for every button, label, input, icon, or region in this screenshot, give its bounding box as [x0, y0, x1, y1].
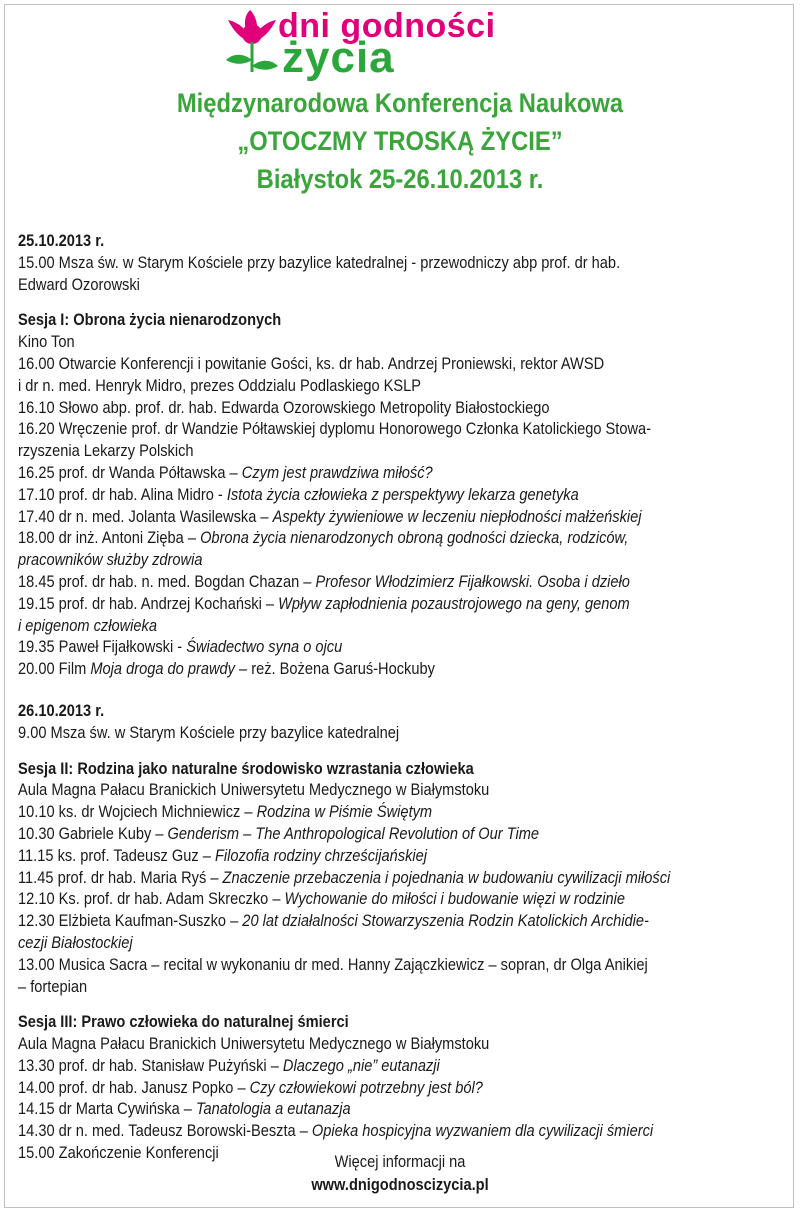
program-item-text: 14.00 prof. dr hab. Janusz Popko –	[18, 1077, 250, 1097]
schedule-text: 15.00 Msza św. w Starym Kościele przy bazylice katedralnej - przewodniczy abp prof. dr hab.	[18, 252, 621, 272]
day-date: 26.10.2013 r.	[18, 700, 105, 720]
program-item-title: Obrona życia nienarodzonych obroną godności dziecka, rodziców,	[200, 528, 629, 548]
program-item	[18, 658, 680, 680]
program-item-title: 20 lat działalności Stowarzyszenia Rodzin Katolickich Archidie-	[242, 911, 649, 931]
conference-title: Międzynarodowa Konferencja Naukowa	[176, 88, 624, 118]
program-item	[18, 571, 680, 593]
schedule-text: Edward Ozorowski	[18, 274, 140, 294]
program-item-title: Wychowanie do miłości i budowanie więzi w rodzinie	[284, 889, 626, 909]
program-item-text: 16.10 Słowo abp. prof. dr. hab. Edwarda Ozorowskiego Metropolity Białostockiego	[18, 397, 550, 417]
program-item-text: 19.35 Paweł Fijałkowski -	[18, 637, 187, 657]
program-item-text: 14.15 dr Marta Cywińska –	[18, 1099, 196, 1119]
program-item	[18, 353, 680, 375]
footer-info-text: Więcej informacji na	[334, 1152, 466, 1171]
program-item-text: – fortepian	[18, 976, 88, 996]
program-item	[18, 845, 680, 867]
program-item-text: 14.30 dr n. med. Tadeusz Borowski-Beszta –	[18, 1121, 312, 1141]
program-item-text: 20.00 Film	[18, 659, 91, 679]
program-item	[18, 397, 680, 419]
program-item-title: i epigenom człowieka	[18, 615, 157, 635]
program-item-text: 16.00 Otwarcie Konferencji i powitanie Gości, ks. dr hab. Andrzej Proniewski, rektor AWSD	[18, 353, 605, 373]
program-item-title: Genderism – The Anthropological Revolution of Our Time	[167, 823, 540, 843]
session-title: Sesja II: Rodzina jako naturalne środowisko wzrastania człowieka	[18, 758, 474, 778]
schedule-line	[18, 252, 680, 274]
program-item-text: 17.10 prof. dr hab. Alina Midro -	[18, 484, 227, 504]
program-item	[18, 954, 680, 976]
program-item-text: – reż. Bożena Garuś-Hockuby	[234, 659, 435, 679]
footer-website-link[interactable]: www.dnigodnoscizycia.pl	[311, 1175, 489, 1194]
day-date: 25.10.2013 r.	[18, 231, 105, 250]
spacer	[18, 680, 788, 700]
program-item	[18, 375, 680, 397]
program-item-title: Opieka hospicyjna wyzwaniem dla cywilizacji śmierci	[311, 1121, 654, 1141]
session-venue: Aula Magna Pałacu Branickich Uniwersytetu Medycznego w Białymstoku	[18, 780, 490, 800]
conference-heading	[0, 84, 800, 198]
program-item-title: Aspekty żywieniowe w leczeniu niepłodności małżeńskiej	[272, 506, 642, 526]
program-item-title: cezji Białostockiej	[18, 932, 133, 952]
session-venue: Aula Magna Pałacu Branickich Uniwersytetu Medycznego w Białymstoku	[18, 1034, 490, 1054]
program-item-text: 12.30 Elżbieta Kaufman-Suszko –	[18, 911, 243, 931]
program-item	[18, 1120, 680, 1142]
session-title: Sesja III: Prawo człowieka do naturalnej śmierci	[18, 1012, 349, 1032]
program-item-text: 17.40 dr n. med. Jolanta Wasilewska –	[18, 506, 273, 526]
program-item-title: Tanatologia a eutanazja	[195, 1099, 351, 1119]
program-item-text: 15.00 Zakończenie Konferencji	[18, 1143, 219, 1163]
schedule-line	[18, 722, 680, 744]
program-item-text: 16.20 Wręczenie prof. dr Wandzie Półtawskiej dyplomu Honorowego Członka Katolickiego Stowa-	[18, 419, 652, 439]
program-item	[18, 1055, 680, 1077]
session-venue: Kino Ton	[18, 332, 75, 352]
program-item	[18, 593, 680, 615]
program-item	[18, 636, 680, 658]
program-item-text: 13.00 Musica Sacra – recital w wykonaniu dr med. Hanny Zajączkiewicz – sopran, dr Olga Anikiej	[18, 954, 648, 974]
session-title: Sesja I: Obrona życia nienarodzonych	[18, 310, 282, 330]
program-item	[18, 932, 680, 954]
program-item	[18, 910, 680, 932]
program-item-title: Profesor Włodzimierz Fijałkowski. Osoba i dzieło	[315, 571, 630, 591]
program-item	[18, 976, 680, 998]
program-item-text: 10.10 ks. dr Wojciech Michniewicz –	[18, 802, 257, 822]
spacer	[18, 997, 788, 1011]
schedule-text: 9.00 Msza św. w Starym Kościele przy bazylice katedralnej	[18, 722, 400, 742]
program-item-title: pracowników służby zdrowia	[18, 550, 203, 570]
program-item	[18, 440, 680, 462]
program-item	[18, 801, 680, 823]
program-item	[18, 1098, 680, 1120]
program-item	[18, 506, 680, 528]
program-item-text: 18.45 prof. dr hab. n. med. Bogdan Chazan –	[18, 571, 316, 591]
program-item-text: 18.00 dr inż. Antoni Zięba –	[18, 528, 201, 548]
program-item-title: Świadectwo syna o ojcu	[186, 637, 343, 657]
program-item-title: Istota życia człowieka z perspektywy lekarza genetyka	[226, 484, 579, 504]
conference-place-date: Białystok 25-26.10.2013 r.	[256, 164, 544, 194]
schedule-line	[18, 274, 680, 296]
program-item-title: Czy człowiekowi potrzebny jest ból?	[249, 1077, 483, 1097]
program-item-text: 19.15 prof. dr hab. Andrzej Kochański –	[18, 593, 279, 613]
program-item-text: rzyszenia Lekarzy Polskich	[18, 441, 194, 461]
program-item	[18, 1077, 680, 1099]
program-item	[18, 867, 680, 889]
logo-text-top: dni godności	[278, 7, 496, 45]
program-item-title: Filozofia rodziny chrześcijańskiej	[214, 845, 428, 865]
flower-logo-icon	[220, 8, 284, 76]
program-item	[18, 549, 680, 571]
program-item	[18, 484, 680, 506]
program-item-title: Rodzina w Piśmie Świętym	[256, 802, 433, 822]
program-item	[18, 418, 680, 440]
program-item-text: 13.30 prof. dr hab. Stanisław Pużyński –	[18, 1055, 283, 1075]
program-item-text: i dr n. med. Henryk Midro, prezes Oddzialu Podlaskiego KSLP	[18, 375, 422, 395]
program-item	[18, 823, 680, 845]
program-item-text: 16.25 prof. dr Wanda Półtawska –	[18, 462, 242, 482]
program-item-text: 11.45 prof. dr hab. Maria Ryś –	[18, 867, 223, 887]
logo-text-bottom: życia	[282, 33, 395, 82]
program	[18, 230, 788, 1164]
program-item-title: Moja droga do prawdy	[90, 659, 235, 679]
program-item	[18, 462, 680, 484]
program-item-title: Wpływ zapłodnienia pozaustrojowego na geny, genom	[278, 593, 630, 613]
program-item-text: 11.15 ks. prof. Tadeusz Guz –	[18, 845, 215, 865]
program-item	[18, 888, 680, 910]
logo	[220, 6, 580, 82]
spacer	[18, 744, 788, 758]
conference-motto: „OTOCZMY TROSKĄ ŻYCIE”	[237, 126, 563, 156]
footer	[0, 1150, 800, 1196]
program-item	[18, 527, 680, 549]
program-item-title: Czym jest prawdziwa miłość?	[241, 462, 433, 482]
program-item	[18, 615, 680, 637]
program-item-text: 10.30 Gabriele Kuby –	[18, 823, 168, 843]
program-item-title: Dlaczego „nie” eutanazji	[282, 1055, 440, 1075]
program-item-text: 12.10 Ks. prof. dr hab. Adam Skreczko –	[18, 889, 285, 909]
spacer	[18, 295, 788, 309]
program-item-title: Znaczenie przebaczenia i pojednania w budowaniu cywilizacji miłości	[222, 867, 671, 887]
